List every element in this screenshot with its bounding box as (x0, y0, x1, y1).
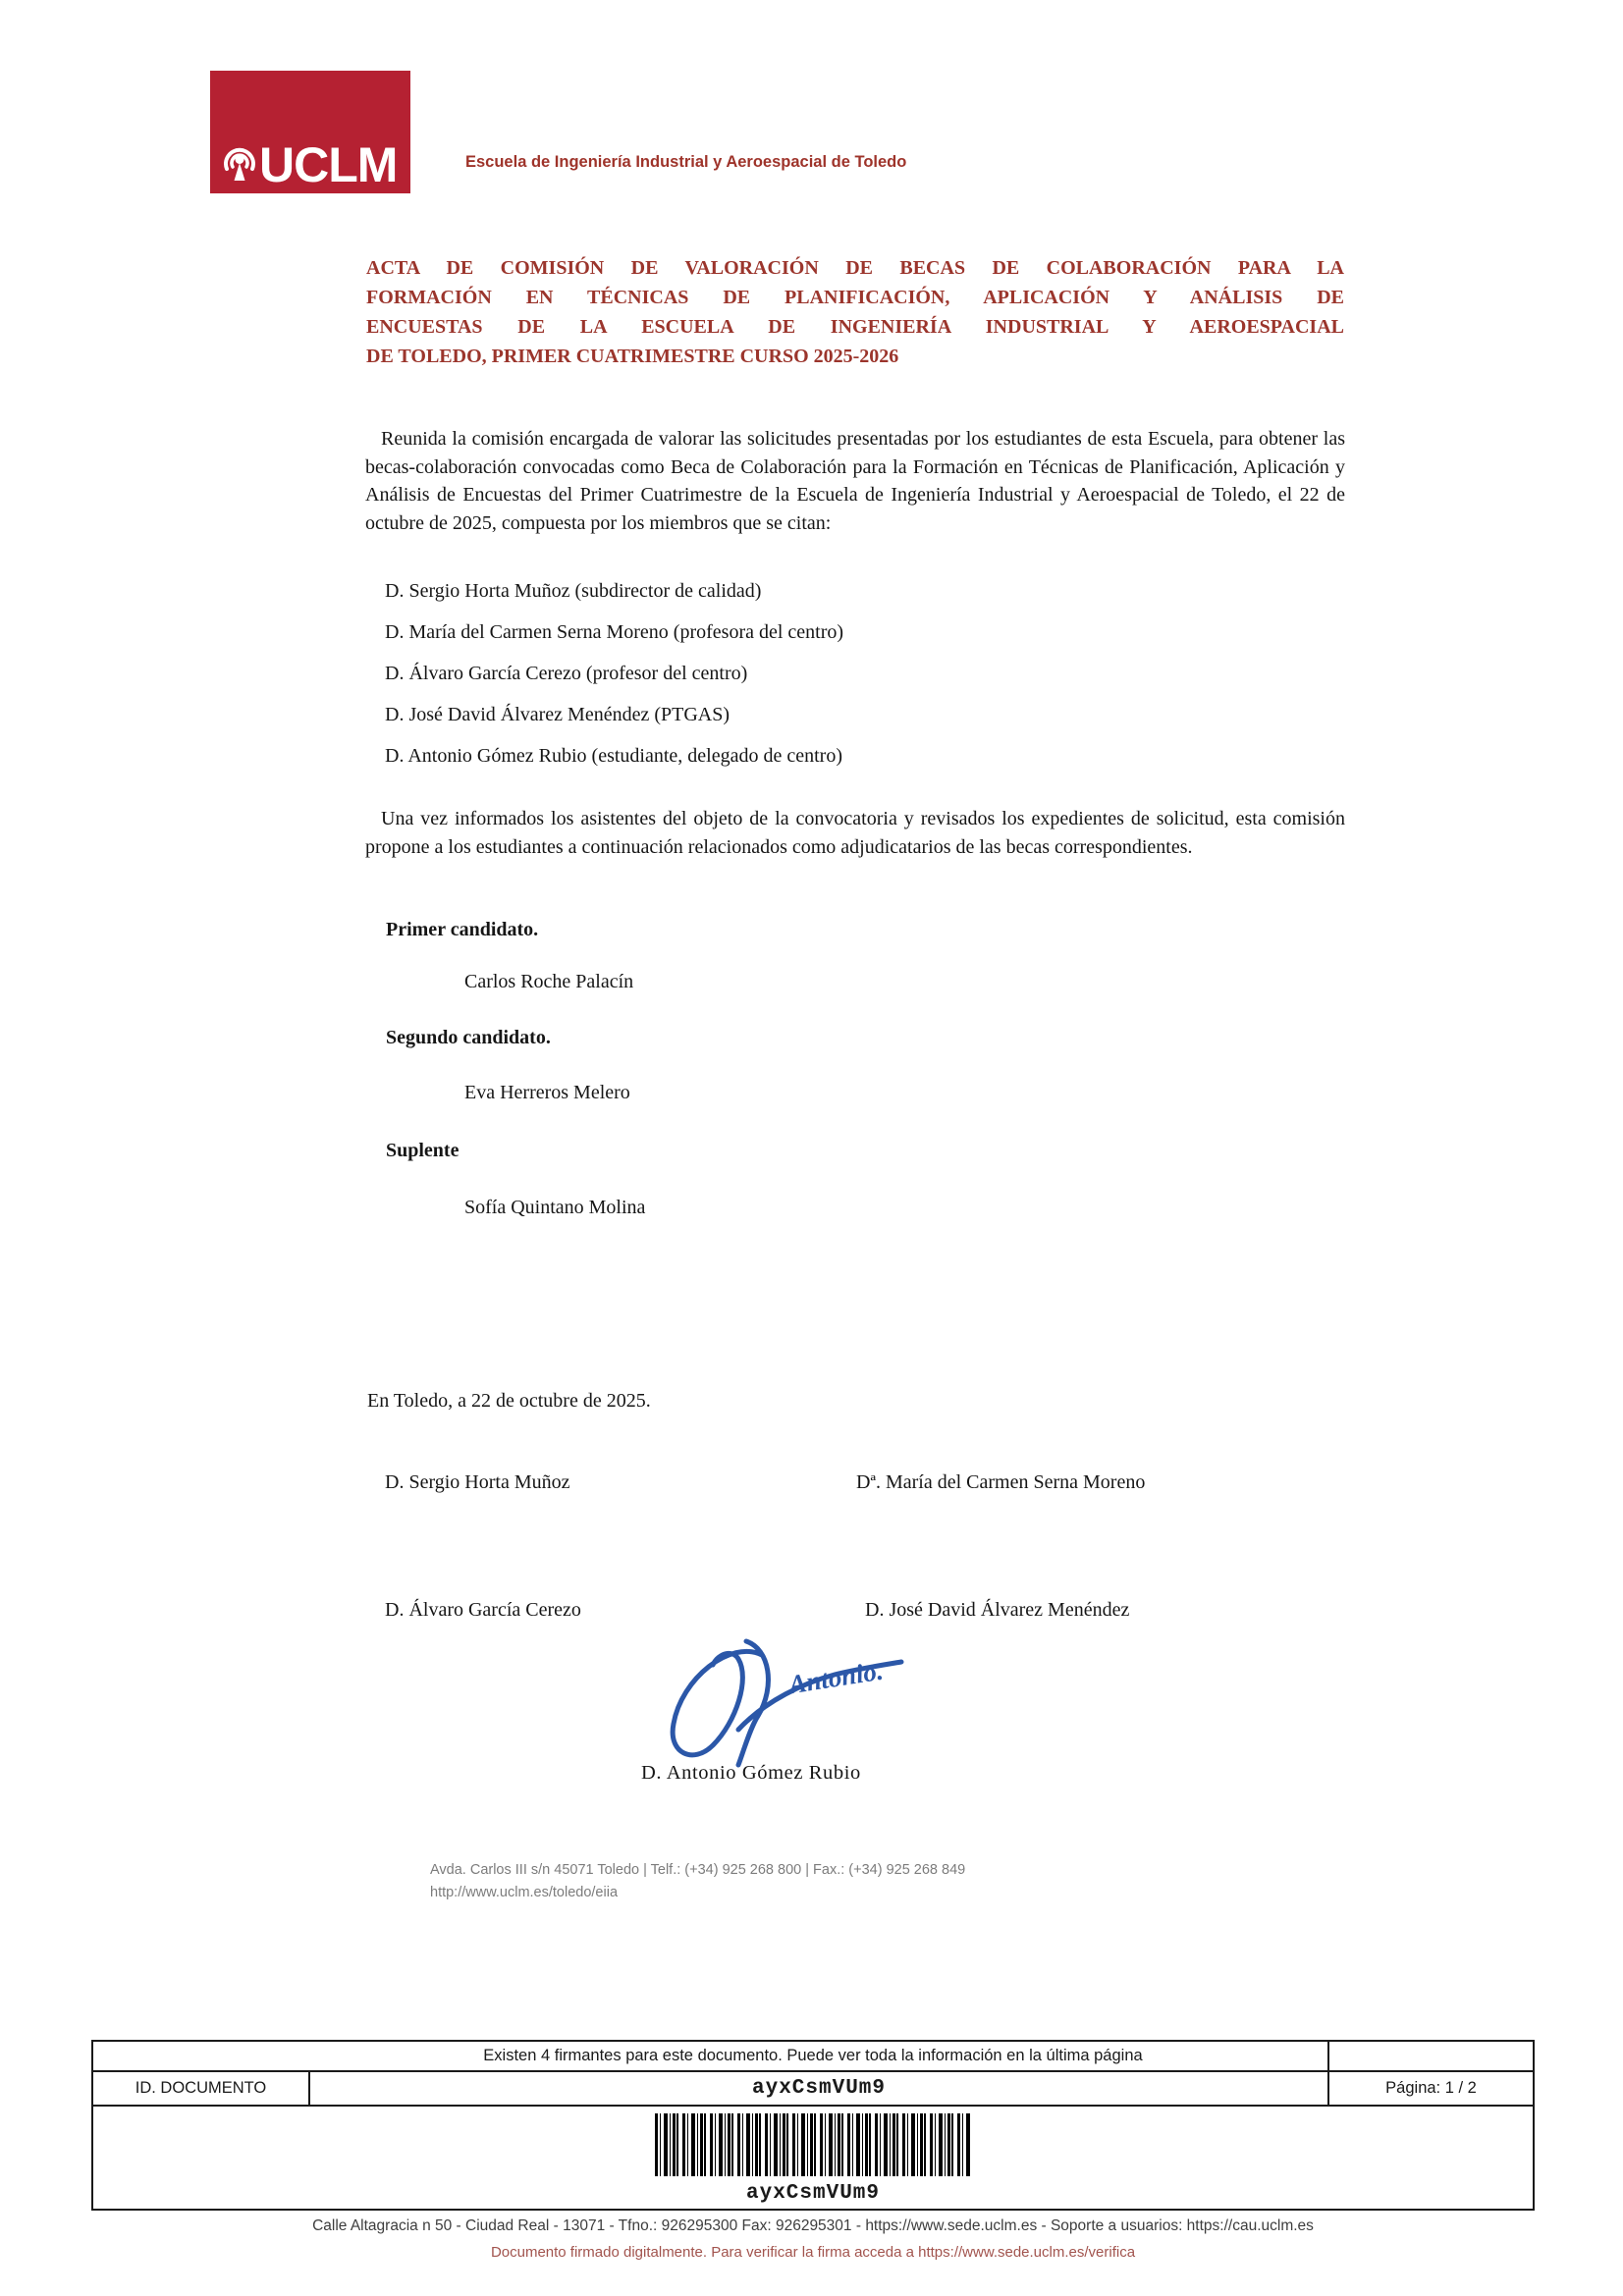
title-line: ENCUESTAS DE LA ESCUELA DE INGENIERÍA INDUSTRIAL Y AEROESPACIAL (366, 316, 1344, 338)
title-line: ACTA DE COMISIÓN DE VALORACIÓN DE BECAS DE COLABORACIÓN PARA LA (366, 257, 1344, 279)
page-indicator: Página: 1 / 2 (1385, 2079, 1477, 2097)
uclm-logo-text: UCLM (259, 137, 398, 192)
page-footer (91, 2217, 1535, 2261)
uclm-logo (210, 71, 410, 193)
contact-url: http://www.uclm.es/toledo/eiia (430, 1885, 619, 1900)
committee-member-list (385, 577, 843, 783)
committee-member: D. José David Álvarez Menéndez (PTGAS) (385, 704, 730, 725)
uclm-emblem-icon (221, 138, 258, 187)
document-id-label: ID. DOCUMENTO (93, 2072, 310, 2105)
signers-notice-row (93, 2042, 1533, 2072)
proposal-paragraph: Una vez informados los asistentes del objeto de la convocatoria y revisados los expedientes de solicitud, esta comisión propone a los estudiantes a continuación relacionados como adjudicatarios de las becas correspondientes. (365, 808, 1345, 858)
signature-handwriting-text: Antonio. (786, 1655, 886, 1700)
award-name-first: Carlos Roche Palacín (464, 971, 634, 992)
signatory-sergio-horta: D. Sergio Horta Muñoz (385, 1471, 570, 1493)
signatory-antonio-gomez: D. Antonio Gómez Rubio (641, 1762, 861, 1784)
intro-paragraph: Reunida la comisión encargada de valorar las solicitudes presentadas por los estudiantes de esta Escuela, para obtener las becas-colaboración convocadas como Beca de Colaboración para la Formación en Técnicas de Planificación, Aplicación y Análisis de Encuestas del Primer Cuatrimestre de la Escuela de Ingeniería Industrial y Aeroespacial de Toledo, el 22 de octubre de 2025, compuesta por los miembros que se citan: (365, 428, 1345, 534)
award-label-alternate: Suplente (386, 1140, 460, 1161)
award-name-alternate: Sofía Quintano Molina (464, 1197, 646, 1218)
award-label-first: Primer candidato. (386, 919, 539, 940)
footer-verification-line: Documento firmado digitalmente. Para verificar la firma acceda a https://www.sede.uclm.es/verifica (490, 2244, 1136, 2261)
school-contact (430, 1859, 965, 1904)
committee-member: D. Álvaro García Cerezo (profesor del centro) (385, 663, 748, 684)
document-id-row (93, 2072, 1533, 2107)
committee-member: D. Antonio Gómez Rubio (estudiante, delegado de centro) (385, 745, 842, 767)
committee-member: D. María del Carmen Serna Moreno (profesora del centro) (385, 621, 844, 643)
footer-address-line: Calle Altagracia n 50 - Ciudad Real - 13071 - Tfno.: 926295300 Fax: 926295301 - https://www.sede.uclm.es - Soporte a usuarios: https://cau.uclm.es (312, 2217, 1314, 2234)
digital-signature-box (91, 2040, 1535, 2211)
title-line: DE TOLEDO, PRIMER CUATRIMESTRE CURSO 2025-2026 (366, 346, 899, 367)
contact-address: Avda. Carlos III s/n 45071 Toledo | Telf.: (+34) 925 268 800 | Fax.: (+34) 925 268 849 (430, 1862, 966, 1878)
committee-member: D. Sergio Horta Muñoz (subdirector de calidad) (385, 580, 762, 602)
barcode-text: ayxCsmVUm9 (745, 2182, 881, 2205)
school-name: Escuela de Ingeniería Industrial y Aeroespacial de Toledo (465, 153, 907, 171)
barcode-section (93, 2107, 1533, 2216)
document-title (366, 253, 1344, 371)
signatory-carmen-serna: Dª. María del Carmen Serna Moreno (856, 1471, 1146, 1493)
award-name-second: Eva Herreros Melero (464, 1082, 630, 1103)
document-id-value: ayxCsmVUm9 (310, 2072, 1329, 2105)
barcode (655, 2113, 971, 2176)
award-label-second: Segundo candidato. (386, 1027, 551, 1048)
date-line: En Toledo, a 22 de octubre de 2025. (367, 1390, 651, 1412)
signatory-alvaro-garcia: D. Álvaro García Cerezo (385, 1599, 581, 1621)
signatory-jose-alvarez: D. José David Álvarez Menéndez (865, 1599, 1130, 1621)
signers-notice: Existen 4 firmantes para este documento. Puede ver toda la información en la última página (483, 2047, 1143, 2064)
divider (1327, 2042, 1329, 2070)
title-line: FORMACIÓN EN TÉCNICAS DE PLANIFICACIÓN, APLICACIÓN Y ANÁLISIS DE (366, 287, 1344, 308)
